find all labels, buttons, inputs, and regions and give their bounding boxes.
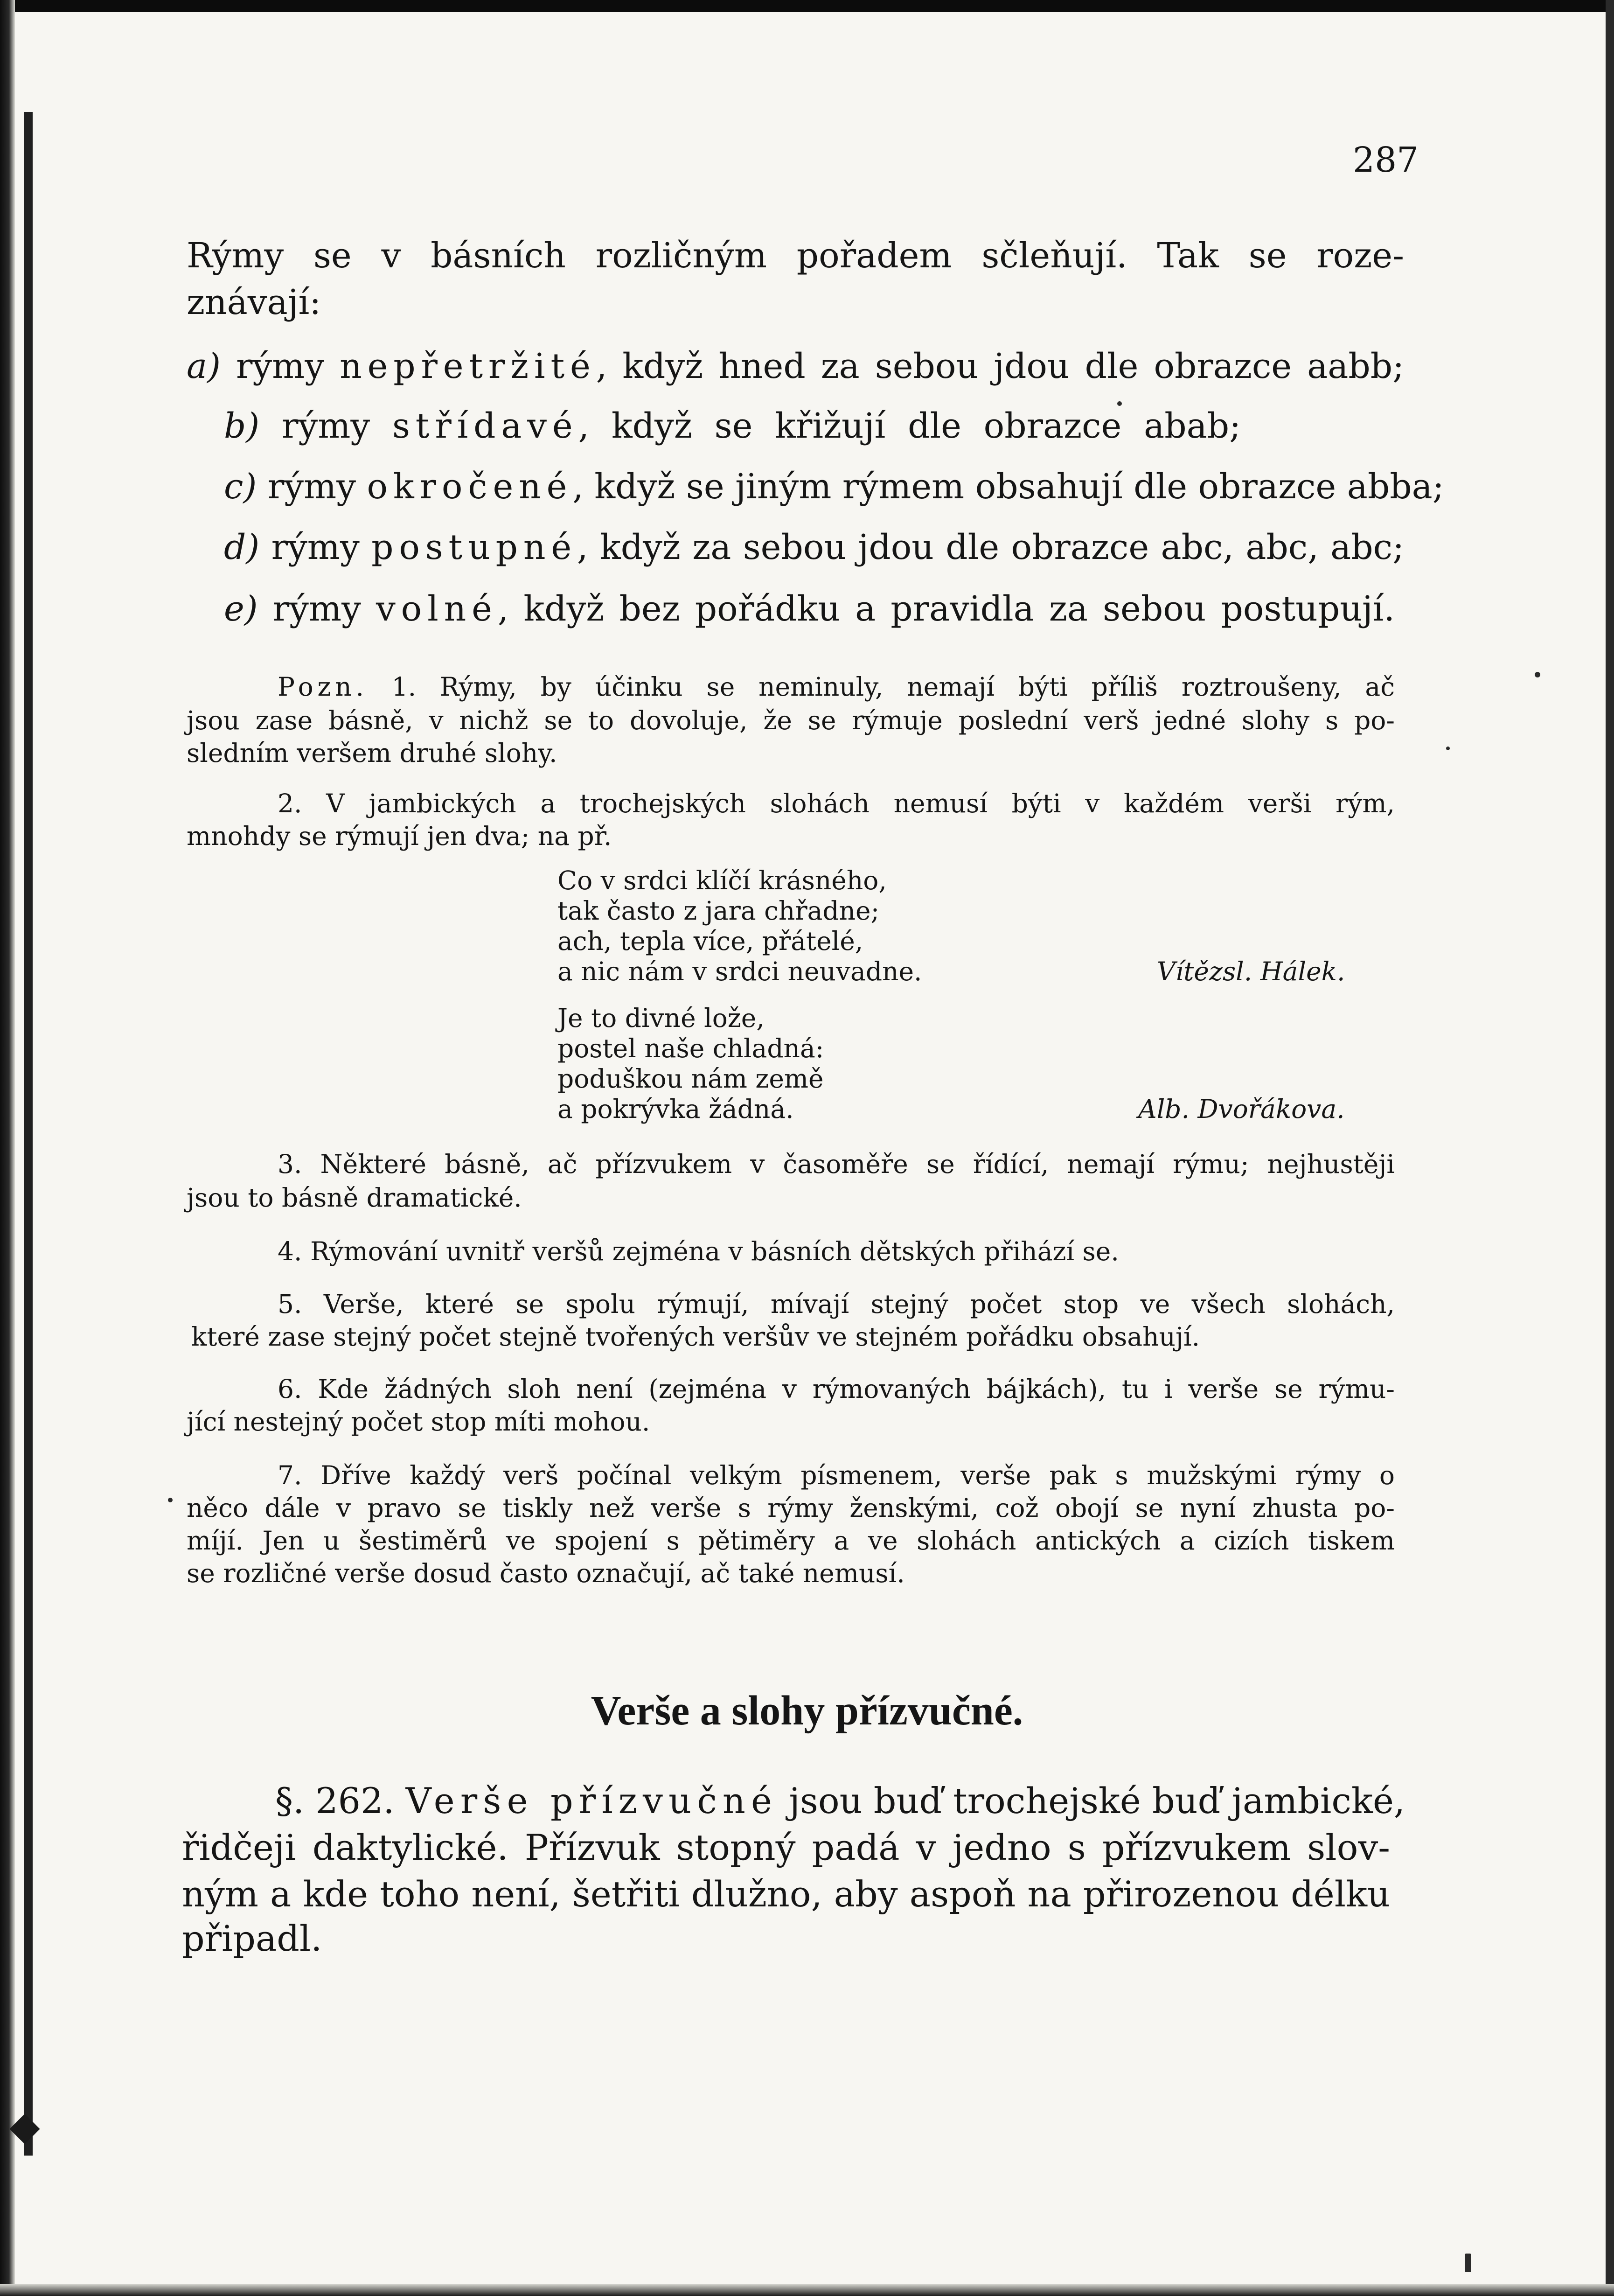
item-text: rýmy <box>257 589 376 629</box>
note-6-line: 6. Kde žádných sloh není (zejména v rýmovaných bájkách), tu i verše se rýmu- <box>278 1374 1395 1404</box>
note-7-line: 7. Dříve každý verš počínal velkým písmenem, verše pak s mužskými rýmy o <box>278 1460 1395 1490</box>
item-letter: d) <box>224 527 260 567</box>
note-text: 1. Rýmy, by účinku se neminuly, nemají býti příliš roztroušeny, ač <box>368 672 1395 702</box>
item-text: rýmy <box>259 527 372 567</box>
note-4-line: 4. Rýmování uvnitř veršů zejména v básních dětských přihází se. <box>278 1236 1119 1266</box>
rhyme-item-a <box>187 346 1404 386</box>
paragraph-text: jsou buď trochejské buď jambické, <box>778 1780 1405 1821</box>
pozn-label: Pozn. <box>278 672 368 702</box>
item-text: , když se jiným rýmem obsahují dle obrazce abba; <box>572 467 1444 507</box>
item-text: rýmy <box>257 467 367 507</box>
poem-1-verse: ach, tepla více, přátelé, <box>557 926 863 956</box>
scan-edge-right <box>1606 0 1614 2296</box>
note-2-line: 2. V jambických a trochejských slohách nemusí býti v každém verši rým, <box>278 789 1395 818</box>
item-term: volné <box>376 589 498 629</box>
poem-1-verse: a nic nám v srdci neuvadne. <box>557 956 922 986</box>
scan-speckle <box>168 1498 173 1502</box>
item-text: , když se křižují dle obrazce abab; <box>578 406 1241 446</box>
rhyme-item-e <box>224 589 1395 629</box>
item-letter: b) <box>224 406 260 446</box>
item-letter: c) <box>224 467 257 507</box>
scan-speckle <box>1535 672 1540 677</box>
intro-line: znávají: <box>187 282 321 322</box>
poem-2-verse: postel naše chladná: <box>557 1033 824 1063</box>
poem-2-verse: Je to divné lože, <box>557 1003 765 1033</box>
item-letter: e) <box>224 589 258 629</box>
note-2-line: mnohdy se rýmují jen dva; na př. <box>187 821 612 851</box>
poem-2-verse: a pokrývka žádná. <box>557 1094 794 1124</box>
item-text: , když za sebou jdou dle obrazce abc, abc, abc; <box>577 527 1405 567</box>
note-7-line: míjí. Jen u šestiměrů ve spojení s pětiměry a ve slohách antických a cizích tiskem <box>187 1526 1395 1556</box>
scan-speckle <box>1117 401 1122 406</box>
note-5-line: které zase stejný počet stejně tvořených veršův ve stejném pořádku obsahují. <box>191 1322 1200 1352</box>
section-paragraph-line: řidčeji daktylické. Přízvuk stopný padá v jedno s přízvukem slov- <box>182 1827 1390 1868</box>
intro-line: Rýmy se v básních rozličným pořadem sčleňují. Tak se roze- <box>187 236 1404 276</box>
paragraph-term: Verše přízvučné <box>405 1780 778 1821</box>
page-number: 287 <box>1353 140 1419 180</box>
item-letter: a) <box>187 346 221 386</box>
item-text: rýmy <box>221 346 340 386</box>
scan-edge-left <box>0 0 15 2296</box>
section-paragraph-line <box>275 1780 1405 1821</box>
item-text: rýmy <box>259 406 392 446</box>
poem-1-verse: Co v srdci klíčí krásného, <box>557 865 887 895</box>
item-text: , když hned za sebou jdou dle obrazce aabb; <box>596 346 1405 386</box>
paragraph-number: §. 262. <box>275 1780 395 1821</box>
scan-edge-bottom <box>0 2284 1614 2296</box>
note-1-line <box>278 672 1395 702</box>
item-text: , když bez pořádku a pravidla za sebou postupují. <box>497 589 1395 629</box>
note-7-line: něco dále v pravo se tiskly než verše s rýmy ženskými, což obojí se nyní zhusta po- <box>187 1493 1395 1523</box>
item-term: okročené <box>367 467 573 507</box>
book-spine-shadow <box>24 112 33 2156</box>
item-term: postupné <box>371 527 577 567</box>
item-term: střídavé <box>392 406 578 446</box>
poem-1-verse: tak často z jara chřadne; <box>557 896 880 926</box>
section-heading: Verše a slohy přízvučné. <box>591 1688 1023 1734</box>
poem-1-author: Vítězsl. Hálek. <box>1157 956 1345 986</box>
note-1-line: sledním veršem druhé slohy. <box>187 738 557 768</box>
poem-2-verse: poduškou nám země <box>557 1064 824 1094</box>
section-paragraph-line: ným a kde toho není, šetřiti dlužno, aby aspoň na přirozenou délku <box>182 1873 1390 1915</box>
note-3-line: jsou to básně dramatické. <box>187 1183 522 1213</box>
scan-edge-top <box>0 0 1614 12</box>
scan-speckle <box>1465 2254 1471 2272</box>
item-term: nepřetržité <box>340 346 596 386</box>
poem-2-author: Alb. Dvořákova. <box>1138 1094 1345 1124</box>
note-5-line: 5. Verše, které se spolu rýmují, mívají stejný počet stop ve všech slohách, <box>278 1289 1395 1319</box>
note-1-line: jsou zase básně, v nichž se to dovoluje, že se rýmuje poslední verš jedné slohy s po- <box>187 705 1395 735</box>
scan-speckle <box>1446 747 1450 750</box>
section-paragraph-line: připadl. <box>182 1918 322 1959</box>
rhyme-item-b <box>224 406 1241 446</box>
note-7-line: se rozličné verše dosud často označují, ač také nemusí. <box>187 1558 905 1588</box>
note-6-line: jící nestejný počet stop míti mohou. <box>187 1407 650 1437</box>
note-3-line: 3. Některé básně, ač přízvukem v časoměře se řídící, nemají rýmu; nejhustěji <box>278 1149 1395 1179</box>
rhyme-item-c <box>224 467 1444 507</box>
rhyme-item-d <box>224 527 1404 567</box>
